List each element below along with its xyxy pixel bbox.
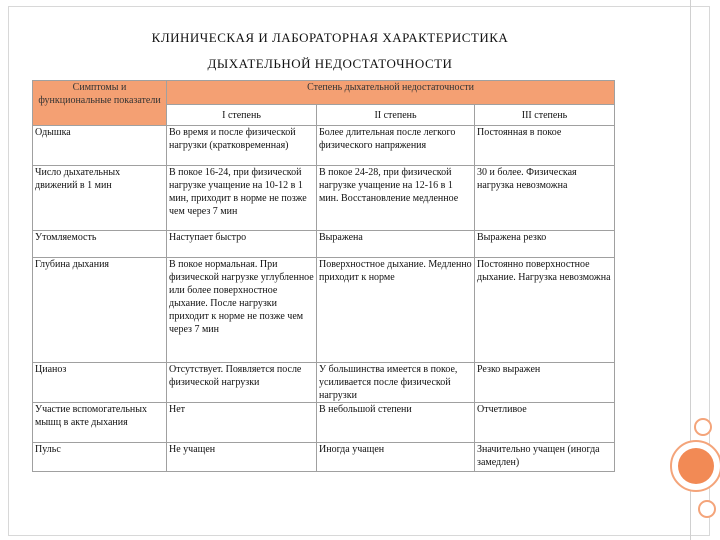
- header-degree: Степень дыхательной недостаточности: [167, 81, 615, 105]
- cell-degree-2: В покое 24-28, при физической нагрузке учащение на 12-16 в 1 мин. Восстановление медленное: [317, 166, 475, 231]
- cell-degree-1: Не учащен: [167, 443, 317, 472]
- row-label: Одышка: [33, 126, 167, 166]
- cell-degree-1: Во время и после физической нагрузки (кратковременная): [167, 126, 317, 166]
- table-row: [33, 126, 615, 166]
- cell-degree-3: Выражена резко: [475, 231, 615, 258]
- header-col-2: II степень: [317, 105, 475, 126]
- cell-degree-2: Иногда учащен: [317, 443, 475, 472]
- header-col-3: III степень: [475, 105, 615, 126]
- decorative-circle-small: [694, 418, 712, 436]
- row-label: Цианоз: [33, 363, 167, 403]
- cell-degree-3: Отчетливое: [475, 403, 615, 443]
- cell-degree-1: Отсутствует. Появляется после физической нагрузки: [167, 363, 317, 403]
- cell-degree-2: Выражена: [317, 231, 475, 258]
- row-label: Участие вспомогательных мышц в акте дыхания: [33, 403, 167, 443]
- cell-degree-3: Постоянная в покое: [475, 126, 615, 166]
- title-line-2: ДЫХАТЕЛЬНОЙ НЕДОСТАТОЧНОСТИ: [207, 56, 453, 71]
- cell-degree-3: Постоянно поверхностное дыхание. Нагрузка невозможна: [475, 258, 615, 363]
- table-header-row: [33, 81, 615, 105]
- header-col-1: I степень: [167, 105, 317, 126]
- cell-degree-2: У большинства имеется в покое, усиливается после физической нагрузки: [317, 363, 475, 403]
- decorative-circle-small-bottom: [698, 500, 716, 518]
- header-symptoms: Симптомы и функциональные показатели: [33, 81, 167, 126]
- title-line-1: КЛИНИЧЕСКАЯ И ЛАБОРАТОРНАЯ ХАРАКТЕРИСТИКА: [151, 30, 509, 45]
- table-row: [33, 443, 615, 472]
- cell-degree-2: В небольшой степени: [317, 403, 475, 443]
- cell-degree-1: В покое нормальная. При физической нагрузке углубленное или более поверхностное дыхание. После нагрузки приходит к норме не позже чем через 7 мин: [167, 258, 317, 363]
- cell-degree-1: Наступает быстро: [167, 231, 317, 258]
- decorative-circle-fill: [678, 448, 714, 484]
- characteristics-table: [32, 80, 615, 472]
- cell-degree-1: Нет: [167, 403, 317, 443]
- cell-degree-3: Значительно учащен (иногда замедлен): [475, 443, 615, 472]
- cell-degree-2: Поверхностное дыхание. Медленно приходит к норме: [317, 258, 475, 363]
- table-row: [33, 258, 615, 363]
- cell-degree-3: Резко выражен: [475, 363, 615, 403]
- cell-degree-2: Более длительная после легкого физического напряжения: [317, 126, 475, 166]
- cell-degree-3: 30 и более. Физическая нагрузка невозможна: [475, 166, 615, 231]
- table-row: [33, 231, 615, 258]
- row-label: Утомляемость: [33, 231, 167, 258]
- table-row: [33, 363, 615, 403]
- table-row: [33, 166, 615, 231]
- row-label: Число дыхательных движений в 1 мин: [33, 166, 167, 231]
- row-label: Глубина дыхания: [33, 258, 167, 363]
- table-row: [33, 403, 615, 443]
- cell-degree-1: В покое 16-24, при физической нагрузке учащение на 10-12 в 1 мин, приходит в норме не позже чем через 7 мин: [167, 166, 317, 231]
- row-label: Пульс: [33, 443, 167, 472]
